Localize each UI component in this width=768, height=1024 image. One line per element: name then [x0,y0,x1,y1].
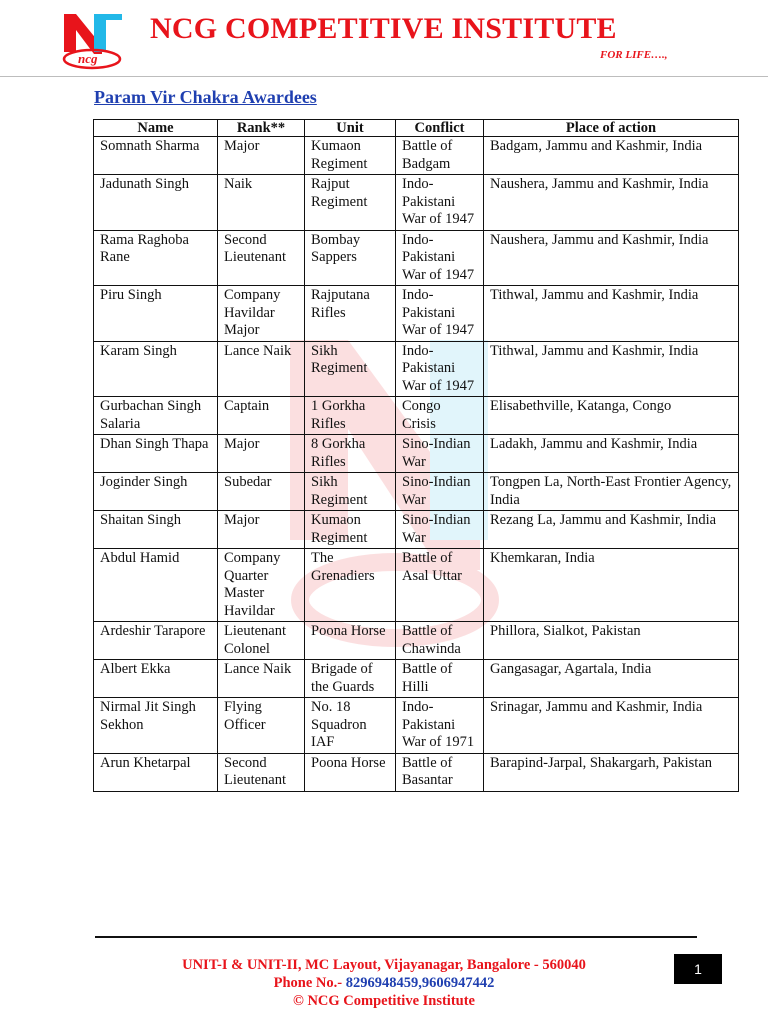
cell-name: Somnath Sharma [94,137,218,175]
cell-name: Abdul Hamid [94,549,218,622]
cell-rank: Lance Naik [218,660,305,698]
cell-rank: Lieutenant Colonel [218,622,305,660]
table-row [94,660,739,698]
cell-conflict: Indo-Pakistani War of 1947 [396,230,484,286]
svg-text:ncg: ncg [78,51,98,66]
cell-name: Karam Singh [94,341,218,397]
cell-conflict: Indo-Pakistani War of 1947 [396,286,484,342]
cell-place: Elisabethville, Katanga, Congo [484,397,739,435]
cell-place: Tithwal, Jammu and Kashmir, India [484,286,739,342]
phone-numbers: 8296948459,9606947442 [345,975,495,991]
cell-place: Ladakh, Jammu and Kashmir, India [484,435,739,473]
table-row [94,137,739,175]
cell-conflict: Battle of Hilli [396,660,484,698]
column-header-conflict: Conflict [396,120,484,137]
section-title: Param Vir Chakra Awardees [94,87,317,107]
cell-rank: Second Lieutenant [218,753,305,791]
cell-unit: Bombay Sappers [305,230,396,286]
table-row [94,175,739,231]
table-row [94,397,739,435]
footer-phone [0,975,768,992]
cell-conflict: Battle of Basantar [396,753,484,791]
cell-unit: Sikh Regiment [305,473,396,511]
table-row [94,511,739,549]
cell-rank: Second Lieutenant [218,230,305,286]
institute-name: NCG COMPETITIVE INSTITUTE [150,12,617,45]
ncg-logo-icon [58,12,128,70]
cell-unit: The Grenadiers [305,549,396,622]
table-row [94,549,739,622]
cell-conflict: Indo-Pakistani War of 1971 [396,698,484,754]
column-header-unit: Unit [305,120,396,137]
cell-place: Gangasagar, Agartala, India [484,660,739,698]
cell-place: Khemkaran, India [484,549,739,622]
header-divider [0,76,768,77]
cell-place: Srinagar, Jammu and Kashmir, India [484,698,739,754]
cell-rank: Major [218,137,305,175]
cell-place: Phillora, Sialkot, Pakistan [484,622,739,660]
footer-divider [95,936,697,938]
column-header-name: Name [94,120,218,137]
cell-rank: Flying Officer [218,698,305,754]
cell-rank: Naik [218,175,305,231]
cell-rank: Major [218,511,305,549]
cell-name: Albert Ekka [94,660,218,698]
cell-name: Rama Raghoba Rane [94,230,218,286]
cell-conflict: Battle of Asal Uttar [396,549,484,622]
cell-conflict: Indo-Pakistani War of 1947 [396,175,484,231]
table-row [94,473,739,511]
cell-place: Badgam, Jammu and Kashmir, India [484,137,739,175]
cell-name: Piru Singh [94,286,218,342]
table-row [94,341,739,397]
footer-copyright: © NCG Competitive Institute [293,993,475,1009]
cell-place: Barapind-Jarpal, Shakargarh, Pakistan [484,753,739,791]
cell-place: Tongpen La, North-East Frontier Agency, India [484,473,739,511]
cell-unit: Poona Horse [305,753,396,791]
table-row [94,230,739,286]
cell-unit: Kumaon Regiment [305,511,396,549]
cell-name: Gurbachan Singh Salaria [94,397,218,435]
column-header-place: Place of action [484,120,739,137]
cell-conflict: Battle of Chawinda [396,622,484,660]
cell-place: Naushera, Jammu and Kashmir, India [484,230,739,286]
cell-name: Nirmal Jit Singh Sekhon [94,698,218,754]
cell-rank: Company Quarter Master Havildar [218,549,305,622]
table-row [94,753,739,791]
cell-name: Shaitan Singh [94,511,218,549]
cell-place: Naushera, Jammu and Kashmir, India [484,175,739,231]
column-header-rank: Rank** [218,120,305,137]
cell-unit: Poona Horse [305,622,396,660]
cell-unit: Kumaon Regiment [305,137,396,175]
cell-unit: Rajput Regiment [305,175,396,231]
cell-place: Tithwal, Jammu and Kashmir, India [484,341,739,397]
page-number: 1 [674,954,722,984]
cell-conflict: Battle of Badgam [396,137,484,175]
table-row [94,286,739,342]
cell-rank: Company Havildar Major [218,286,305,342]
cell-conflict: Sino-Indian War [396,511,484,549]
cell-conflict: Indo-Pakistani War of 1947 [396,341,484,397]
cell-unit: No. 18 Squadron IAF [305,698,396,754]
table-row [94,698,739,754]
cell-unit: Sikh Regiment [305,341,396,397]
cell-unit: Brigade of the Guards [305,660,396,698]
cell-name: Joginder Singh [94,473,218,511]
phone-label: Phone No.- [273,975,346,991]
cell-rank: Captain [218,397,305,435]
table-header-row [94,120,739,137]
footer-address: UNIT-I & UNIT-II, MC Layout, Vijayanagar, Bangalore - 560040 [182,957,586,973]
cell-conflict: Congo Crisis [396,397,484,435]
cell-unit: Rajputana Rifles [305,286,396,342]
table-row [94,622,739,660]
cell-rank: Lance Naik [218,341,305,397]
institute-tagline: FOR LIFE…., [600,49,668,61]
cell-rank: Major [218,435,305,473]
cell-place: Rezang La, Jammu and Kashmir, India [484,511,739,549]
cell-conflict: Sino-Indian War [396,473,484,511]
cell-unit: 1 Gorkha Rifles [305,397,396,435]
cell-unit: 8 Gorkha Rifles [305,435,396,473]
cell-name: Ardeshir Tarapore [94,622,218,660]
cell-rank: Subedar [218,473,305,511]
cell-name: Arun Khetarpal [94,753,218,791]
page-header [0,0,768,78]
cell-name: Jadunath Singh [94,175,218,231]
table-row [94,435,739,473]
cell-name: Dhan Singh Thapa [94,435,218,473]
awardees-table [93,119,739,792]
cell-conflict: Sino-Indian War [396,435,484,473]
